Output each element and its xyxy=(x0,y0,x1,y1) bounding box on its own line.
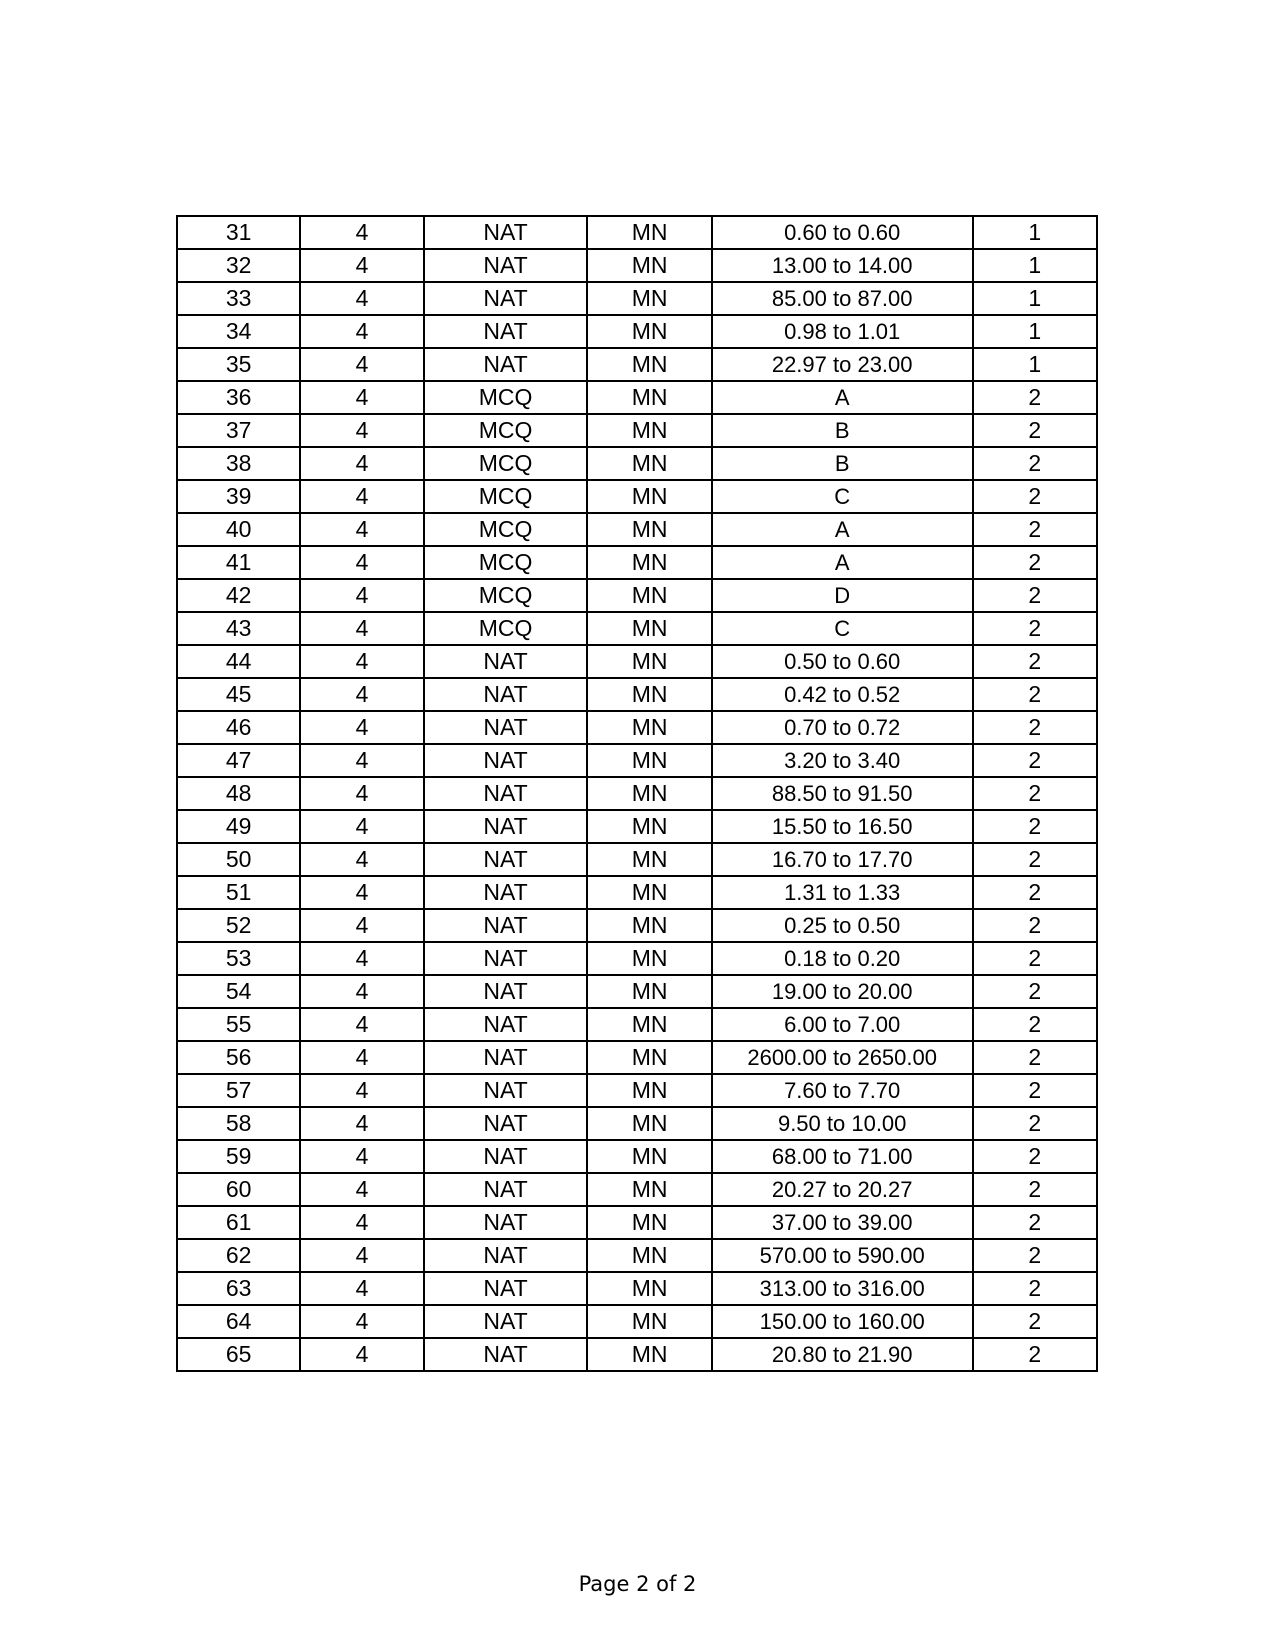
session-cell: 4 xyxy=(300,777,423,810)
session-cell: 4 xyxy=(300,348,423,381)
question-number-cell: 54 xyxy=(177,975,300,1008)
section-cell: MN xyxy=(587,513,711,546)
key-cell: 0.98 to 1.01 xyxy=(712,315,973,348)
question-type-cell: MCQ xyxy=(424,480,588,513)
question-number-cell: 64 xyxy=(177,1305,300,1338)
key-cell: A xyxy=(712,513,973,546)
section-cell: MN xyxy=(587,216,711,249)
key-cell: 68.00 to 71.00 xyxy=(712,1140,973,1173)
question-number-cell: 53 xyxy=(177,942,300,975)
question-type-cell: NAT xyxy=(424,1074,588,1107)
question-number-cell: 63 xyxy=(177,1272,300,1305)
marks-cell: 2 xyxy=(973,711,1097,744)
question-number-cell: 42 xyxy=(177,579,300,612)
key-cell: 37.00 to 39.00 xyxy=(712,1206,973,1239)
table-row xyxy=(177,447,1097,480)
question-type-cell: NAT xyxy=(424,975,588,1008)
table-row xyxy=(177,876,1097,909)
marks-cell: 2 xyxy=(973,1041,1097,1074)
table-row xyxy=(177,513,1097,546)
session-cell: 4 xyxy=(300,1173,423,1206)
question-number-cell: 44 xyxy=(177,645,300,678)
question-type-cell: NAT xyxy=(424,711,588,744)
question-type-cell: MCQ xyxy=(424,579,588,612)
section-cell: MN xyxy=(587,975,711,1008)
section-cell: MN xyxy=(587,777,711,810)
marks-cell: 1 xyxy=(973,216,1097,249)
table-row xyxy=(177,216,1097,249)
question-number-cell: 37 xyxy=(177,414,300,447)
section-cell: MN xyxy=(587,612,711,645)
session-cell: 4 xyxy=(300,579,423,612)
session-cell: 4 xyxy=(300,1140,423,1173)
section-cell: MN xyxy=(587,348,711,381)
session-cell: 4 xyxy=(300,1041,423,1074)
section-cell: MN xyxy=(587,1140,711,1173)
question-type-cell: NAT xyxy=(424,909,588,942)
session-cell: 4 xyxy=(300,315,423,348)
question-number-cell: 33 xyxy=(177,282,300,315)
key-cell: 20.80 to 21.90 xyxy=(712,1338,973,1371)
table-row xyxy=(177,1140,1097,1173)
marks-cell: 2 xyxy=(973,1338,1097,1371)
question-type-cell: NAT xyxy=(424,1305,588,1338)
key-cell: B xyxy=(712,414,973,447)
table-row xyxy=(177,975,1097,1008)
question-type-cell: MCQ xyxy=(424,447,588,480)
question-number-cell: 56 xyxy=(177,1041,300,1074)
section-cell: MN xyxy=(587,843,711,876)
question-type-cell: NAT xyxy=(424,1008,588,1041)
key-cell: 150.00 to 160.00 xyxy=(712,1305,973,1338)
question-type-cell: NAT xyxy=(424,249,588,282)
marks-cell: 1 xyxy=(973,315,1097,348)
table-row xyxy=(177,282,1097,315)
session-cell: 4 xyxy=(300,942,423,975)
session-cell: 4 xyxy=(300,1107,423,1140)
question-number-cell: 49 xyxy=(177,810,300,843)
key-cell: 2600.00 to 2650.00 xyxy=(712,1041,973,1074)
question-type-cell: NAT xyxy=(424,1140,588,1173)
session-cell: 4 xyxy=(300,744,423,777)
table-row xyxy=(177,348,1097,381)
question-number-cell: 61 xyxy=(177,1206,300,1239)
question-number-cell: 47 xyxy=(177,744,300,777)
marks-cell: 2 xyxy=(973,975,1097,1008)
key-cell: 6.00 to 7.00 xyxy=(712,1008,973,1041)
marks-cell: 2 xyxy=(973,777,1097,810)
table-row xyxy=(177,711,1097,744)
table-row xyxy=(177,579,1097,612)
session-cell: 4 xyxy=(300,546,423,579)
session-cell: 4 xyxy=(300,711,423,744)
question-number-cell: 46 xyxy=(177,711,300,744)
marks-cell: 2 xyxy=(973,414,1097,447)
marks-cell: 2 xyxy=(973,645,1097,678)
question-number-cell: 45 xyxy=(177,678,300,711)
table-row xyxy=(177,381,1097,414)
marks-cell: 2 xyxy=(973,876,1097,909)
session-cell: 4 xyxy=(300,282,423,315)
marks-cell: 2 xyxy=(973,942,1097,975)
key-cell: 19.00 to 20.00 xyxy=(712,975,973,1008)
section-cell: MN xyxy=(587,645,711,678)
marks-cell: 2 xyxy=(973,1272,1097,1305)
marks-cell: 2 xyxy=(973,381,1097,414)
session-cell: 4 xyxy=(300,1239,423,1272)
marks-cell: 2 xyxy=(973,1008,1097,1041)
section-cell: MN xyxy=(587,1239,711,1272)
key-cell: 16.70 to 17.70 xyxy=(712,843,973,876)
question-number-cell: 58 xyxy=(177,1107,300,1140)
question-number-cell: 57 xyxy=(177,1074,300,1107)
section-cell: MN xyxy=(587,1206,711,1239)
section-cell: MN xyxy=(587,480,711,513)
section-cell: MN xyxy=(587,744,711,777)
key-cell: 20.27 to 20.27 xyxy=(712,1173,973,1206)
question-type-cell: NAT xyxy=(424,876,588,909)
key-cell: A xyxy=(712,381,973,414)
table-row xyxy=(177,1206,1097,1239)
key-cell: 0.70 to 0.72 xyxy=(712,711,973,744)
section-cell: MN xyxy=(587,546,711,579)
section-cell: MN xyxy=(587,1074,711,1107)
marks-cell: 2 xyxy=(973,513,1097,546)
question-number-cell: 41 xyxy=(177,546,300,579)
question-number-cell: 31 xyxy=(177,216,300,249)
question-type-cell: NAT xyxy=(424,678,588,711)
key-cell: 88.50 to 91.50 xyxy=(712,777,973,810)
section-cell: MN xyxy=(587,1041,711,1074)
table-row xyxy=(177,843,1097,876)
question-number-cell: 55 xyxy=(177,1008,300,1041)
question-type-cell: NAT xyxy=(424,315,588,348)
marks-cell: 2 xyxy=(973,843,1097,876)
section-cell: MN xyxy=(587,414,711,447)
table-row xyxy=(177,1305,1097,1338)
session-cell: 4 xyxy=(300,645,423,678)
section-cell: MN xyxy=(587,876,711,909)
section-cell: MN xyxy=(587,1272,711,1305)
marks-cell: 1 xyxy=(973,249,1097,282)
table-row xyxy=(177,315,1097,348)
session-cell: 4 xyxy=(300,843,423,876)
question-type-cell: NAT xyxy=(424,1041,588,1074)
question-type-cell: NAT xyxy=(424,777,588,810)
session-cell: 4 xyxy=(300,480,423,513)
section-cell: MN xyxy=(587,678,711,711)
question-number-cell: 50 xyxy=(177,843,300,876)
section-cell: MN xyxy=(587,315,711,348)
section-cell: MN xyxy=(587,447,711,480)
key-cell: 15.50 to 16.50 xyxy=(712,810,973,843)
key-cell: 570.00 to 590.00 xyxy=(712,1239,973,1272)
session-cell: 4 xyxy=(300,414,423,447)
table-row xyxy=(177,1008,1097,1041)
session-cell: 4 xyxy=(300,678,423,711)
marks-cell: 2 xyxy=(973,480,1097,513)
session-cell: 4 xyxy=(300,1206,423,1239)
question-number-cell: 62 xyxy=(177,1239,300,1272)
session-cell: 4 xyxy=(300,1338,423,1371)
section-cell: MN xyxy=(587,282,711,315)
marks-cell: 2 xyxy=(973,810,1097,843)
session-cell: 4 xyxy=(300,381,423,414)
section-cell: MN xyxy=(587,942,711,975)
question-number-cell: 32 xyxy=(177,249,300,282)
key-cell: C xyxy=(712,480,973,513)
table-row xyxy=(177,480,1097,513)
question-type-cell: NAT xyxy=(424,810,588,843)
question-number-cell: 35 xyxy=(177,348,300,381)
question-number-cell: 51 xyxy=(177,876,300,909)
page-number: Page 2 of 2 xyxy=(578,1572,697,1596)
session-cell: 4 xyxy=(300,876,423,909)
key-cell: 22.97 to 23.00 xyxy=(712,348,973,381)
table-row xyxy=(177,249,1097,282)
marks-cell: 2 xyxy=(973,1305,1097,1338)
session-cell: 4 xyxy=(300,909,423,942)
session-cell: 4 xyxy=(300,1305,423,1338)
section-cell: MN xyxy=(587,711,711,744)
key-cell: 3.20 to 3.40 xyxy=(712,744,973,777)
session-cell: 4 xyxy=(300,1272,423,1305)
table-row xyxy=(177,810,1097,843)
question-type-cell: MCQ xyxy=(424,381,588,414)
marks-cell: 2 xyxy=(973,447,1097,480)
table-row xyxy=(177,1272,1097,1305)
marks-cell: 2 xyxy=(973,744,1097,777)
session-cell: 4 xyxy=(300,810,423,843)
question-type-cell: MCQ xyxy=(424,612,588,645)
marks-cell: 2 xyxy=(973,612,1097,645)
section-cell: MN xyxy=(587,909,711,942)
marks-cell: 1 xyxy=(973,348,1097,381)
table-row xyxy=(177,1074,1097,1107)
question-type-cell: NAT xyxy=(424,645,588,678)
question-number-cell: 38 xyxy=(177,447,300,480)
section-cell: MN xyxy=(587,1008,711,1041)
marks-cell: 2 xyxy=(973,1239,1097,1272)
session-cell: 4 xyxy=(300,1008,423,1041)
section-cell: MN xyxy=(587,810,711,843)
marks-cell: 2 xyxy=(973,1140,1097,1173)
key-cell: 0.60 to 0.60 xyxy=(712,216,973,249)
question-number-cell: 60 xyxy=(177,1173,300,1206)
section-cell: MN xyxy=(587,1107,711,1140)
marks-cell: 2 xyxy=(973,1074,1097,1107)
marks-cell: 2 xyxy=(973,909,1097,942)
marks-cell: 1 xyxy=(973,282,1097,315)
key-cell: 9.50 to 10.00 xyxy=(712,1107,973,1140)
session-cell: 4 xyxy=(300,447,423,480)
question-type-cell: MCQ xyxy=(424,546,588,579)
key-cell: 0.25 to 0.50 xyxy=(712,909,973,942)
question-type-cell: NAT xyxy=(424,1338,588,1371)
section-cell: MN xyxy=(587,1305,711,1338)
table-row xyxy=(177,1239,1097,1272)
table-row xyxy=(177,546,1097,579)
answer-key-table-body xyxy=(177,216,1097,1371)
session-cell: 4 xyxy=(300,216,423,249)
marks-cell: 2 xyxy=(973,579,1097,612)
key-cell: 0.18 to 0.20 xyxy=(712,942,973,975)
key-cell: 13.00 to 14.00 xyxy=(712,249,973,282)
section-cell: MN xyxy=(587,1173,711,1206)
question-number-cell: 43 xyxy=(177,612,300,645)
question-number-cell: 36 xyxy=(177,381,300,414)
question-number-cell: 39 xyxy=(177,480,300,513)
session-cell: 4 xyxy=(300,513,423,546)
key-cell: D xyxy=(712,579,973,612)
question-type-cell: NAT xyxy=(424,1206,588,1239)
table-row xyxy=(177,678,1097,711)
question-type-cell: MCQ xyxy=(424,414,588,447)
question-type-cell: NAT xyxy=(424,744,588,777)
table-row xyxy=(177,1041,1097,1074)
table-row xyxy=(177,645,1097,678)
question-type-cell: NAT xyxy=(424,1107,588,1140)
marks-cell: 2 xyxy=(973,1107,1097,1140)
question-number-cell: 52 xyxy=(177,909,300,942)
key-cell: 0.42 to 0.52 xyxy=(712,678,973,711)
marks-cell: 2 xyxy=(973,546,1097,579)
section-cell: MN xyxy=(587,381,711,414)
table-row xyxy=(177,414,1097,447)
key-cell: B xyxy=(712,447,973,480)
question-number-cell: 40 xyxy=(177,513,300,546)
question-type-cell: NAT xyxy=(424,216,588,249)
key-cell: 1.31 to 1.33 xyxy=(712,876,973,909)
table-row xyxy=(177,1338,1097,1371)
table-row xyxy=(177,942,1097,975)
marks-cell: 2 xyxy=(973,1173,1097,1206)
table-row xyxy=(177,777,1097,810)
question-number-cell: 59 xyxy=(177,1140,300,1173)
session-cell: 4 xyxy=(300,1074,423,1107)
table-row xyxy=(177,612,1097,645)
question-type-cell: NAT xyxy=(424,282,588,315)
key-cell: 0.50 to 0.60 xyxy=(712,645,973,678)
key-cell: A xyxy=(712,546,973,579)
table-row xyxy=(177,1173,1097,1206)
table-row xyxy=(177,909,1097,942)
session-cell: 4 xyxy=(300,975,423,1008)
key-cell: C xyxy=(712,612,973,645)
section-cell: MN xyxy=(587,249,711,282)
question-type-cell: NAT xyxy=(424,1239,588,1272)
question-type-cell: NAT xyxy=(424,348,588,381)
marks-cell: 2 xyxy=(973,1206,1097,1239)
question-type-cell: NAT xyxy=(424,1272,588,1305)
marks-cell: 2 xyxy=(973,678,1097,711)
key-cell: 7.60 to 7.70 xyxy=(712,1074,973,1107)
session-cell: 4 xyxy=(300,249,423,282)
section-cell: MN xyxy=(587,579,711,612)
question-type-cell: NAT xyxy=(424,843,588,876)
question-type-cell: NAT xyxy=(424,1173,588,1206)
question-number-cell: 48 xyxy=(177,777,300,810)
question-type-cell: NAT xyxy=(424,942,588,975)
question-type-cell: MCQ xyxy=(424,513,588,546)
question-number-cell: 34 xyxy=(177,315,300,348)
session-cell: 4 xyxy=(300,612,423,645)
question-number-cell: 65 xyxy=(177,1338,300,1371)
key-cell: 313.00 to 316.00 xyxy=(712,1272,973,1305)
table-row xyxy=(177,744,1097,777)
key-cell: 85.00 to 87.00 xyxy=(712,282,973,315)
section-cell: MN xyxy=(587,1338,711,1371)
answer-key-table xyxy=(176,215,1098,1372)
table-row xyxy=(177,1107,1097,1140)
